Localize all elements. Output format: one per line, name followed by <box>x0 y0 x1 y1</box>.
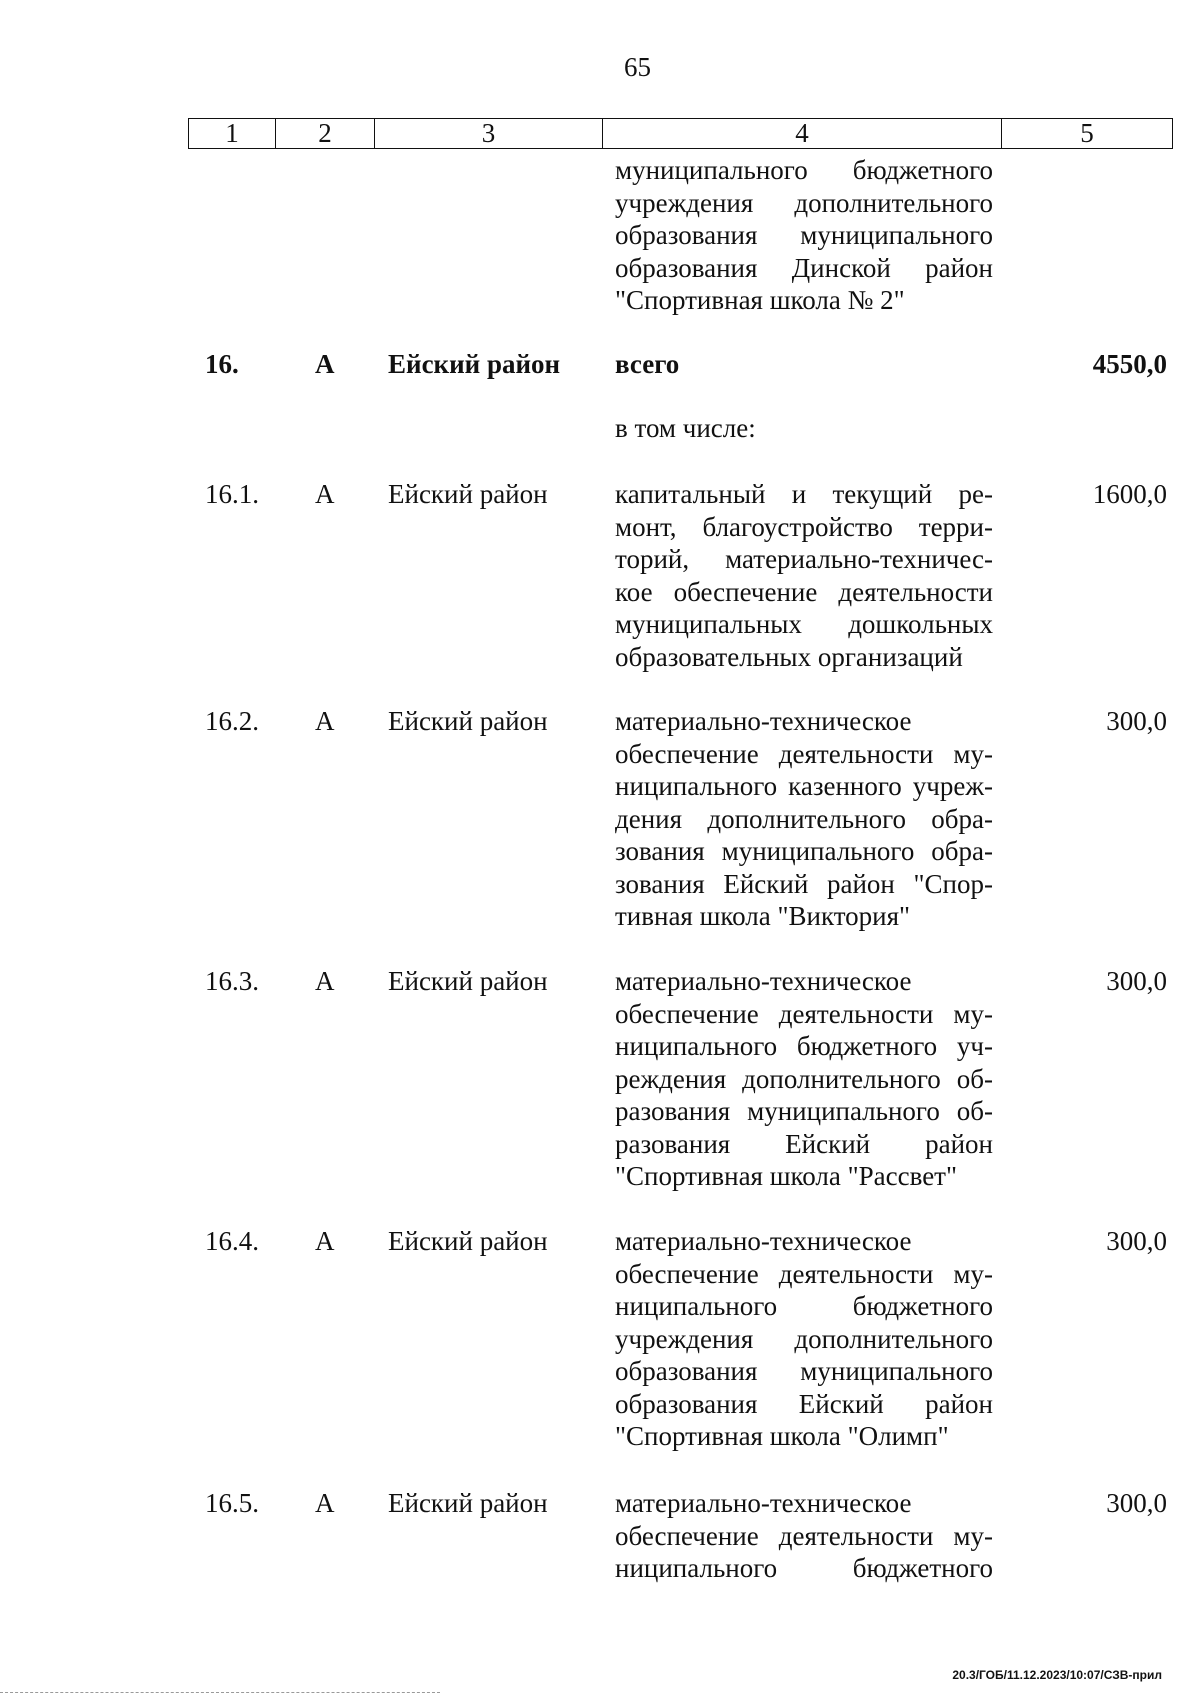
description-line: обеспечение деятельности му- <box>615 998 993 1029</box>
description-line: торий, материально-техничес- <box>615 544 993 574</box>
description-line: материально-техническое <box>615 1226 912 1256</box>
row-description <box>615 412 993 445</box>
description-line: тивная школа "Виктория" <box>615 901 911 931</box>
description-line: образования Ейский район <box>615 1388 993 1419</box>
row-number: 16. <box>205 349 239 379</box>
description-line: учреждения дополнительного <box>615 187 993 218</box>
description-line: муниципальных дошкольных <box>615 609 993 639</box>
column-header-2: 2 <box>276 119 375 149</box>
row-amount: 1600,0 <box>1092 479 1167 509</box>
row-description <box>615 705 993 933</box>
row-category: А <box>315 966 335 996</box>
row-category: А <box>315 479 335 509</box>
row-area: Ейский район <box>388 966 548 996</box>
description-line: образовательных организаций <box>615 641 963 672</box>
description-line: реждения дополнительного об- <box>615 1063 993 1094</box>
description-line: материально-техническое <box>615 1488 912 1518</box>
row-amount: 300,0 <box>1106 966 1167 996</box>
description-line: кое обеспечение деятельности <box>615 576 993 607</box>
description-line: капитальный и текущий ре- <box>615 479 993 509</box>
description-line: ниципального бюджетного <box>615 1291 993 1321</box>
document-code: 20.3/ГОБ/11.12.2023/10:07/СЗВ-прил <box>952 1668 1162 1682</box>
row-category: А <box>315 1226 335 1256</box>
description-line: муниципального бюджетного <box>615 155 993 185</box>
description-line: ниципального бюджетного уч- <box>615 1031 993 1061</box>
description-line: ниципального казенного учреж- <box>615 771 993 801</box>
row-description <box>615 348 993 381</box>
row-category: А <box>315 1488 335 1518</box>
description-line: зования муниципального обра- <box>615 836 993 866</box>
description-line: образования Динской район <box>615 252 993 283</box>
column-header-table <box>188 118 1173 149</box>
row-number: 16.4. <box>205 1226 259 1256</box>
description-line: учреждения дополнительного <box>615 1323 993 1354</box>
column-header-1: 1 <box>189 119 276 149</box>
description-line: монт, благоустройство терри- <box>615 511 993 542</box>
description-line: в том числе: <box>615 413 756 443</box>
description-line: ниципального бюджетного <box>615 1553 993 1583</box>
page-number: 65 <box>624 52 651 82</box>
description-line: дения дополнительного обра- <box>615 803 993 834</box>
description-line: зования Ейский район "Спор- <box>615 868 993 899</box>
description-line: "Спортивная школа "Рассвет" <box>615 1161 957 1191</box>
column-header-3: 3 <box>375 119 603 149</box>
description-line: разования муниципального об- <box>615 1096 993 1126</box>
description-line: обеспечение деятельности му- <box>615 1520 993 1551</box>
row-area: Ейский район <box>388 349 561 379</box>
description-line: обеспечение деятельности му- <box>615 738 993 769</box>
row-number: 16.3. <box>205 966 259 996</box>
row-number: 16.5. <box>205 1488 259 1518</box>
row-description <box>615 1225 993 1453</box>
row-amount: 4550,0 <box>1092 349 1167 379</box>
description-line: образования муниципального <box>615 220 993 250</box>
description-line: всего <box>615 349 680 379</box>
row-description <box>615 478 993 673</box>
description-line: "Спортивная школа № 2" <box>615 285 905 315</box>
description-line: разования Ейский район <box>615 1128 993 1159</box>
scan-edge-divider <box>0 1692 440 1694</box>
column-header-4: 4 <box>603 119 1002 149</box>
row-number: 16.2. <box>205 706 259 736</box>
row-amount: 300,0 <box>1106 1226 1167 1256</box>
row-amount: 300,0 <box>1106 706 1167 736</box>
column-header-5: 5 <box>1002 119 1173 149</box>
description-line: материально-техническое <box>615 706 912 736</box>
row-area: Ейский район <box>388 1226 548 1256</box>
description-line: обеспечение деятельности му- <box>615 1258 993 1289</box>
row-number: 16.1. <box>205 479 259 509</box>
description-line: "Спортивная школа "Олимп" <box>615 1421 949 1451</box>
row-category: А <box>315 349 335 379</box>
description-line: образования муниципального <box>615 1356 993 1386</box>
description-line: материально-техническое <box>615 966 912 996</box>
continuation-description <box>615 154 993 317</box>
row-category: А <box>315 706 335 736</box>
row-area: Ейский район <box>388 1488 548 1518</box>
row-area: Ейский район <box>388 479 548 509</box>
row-amount: 300,0 <box>1106 1488 1167 1518</box>
row-description <box>615 1487 993 1585</box>
row-area: Ейский район <box>388 706 548 736</box>
row-description <box>615 965 993 1193</box>
